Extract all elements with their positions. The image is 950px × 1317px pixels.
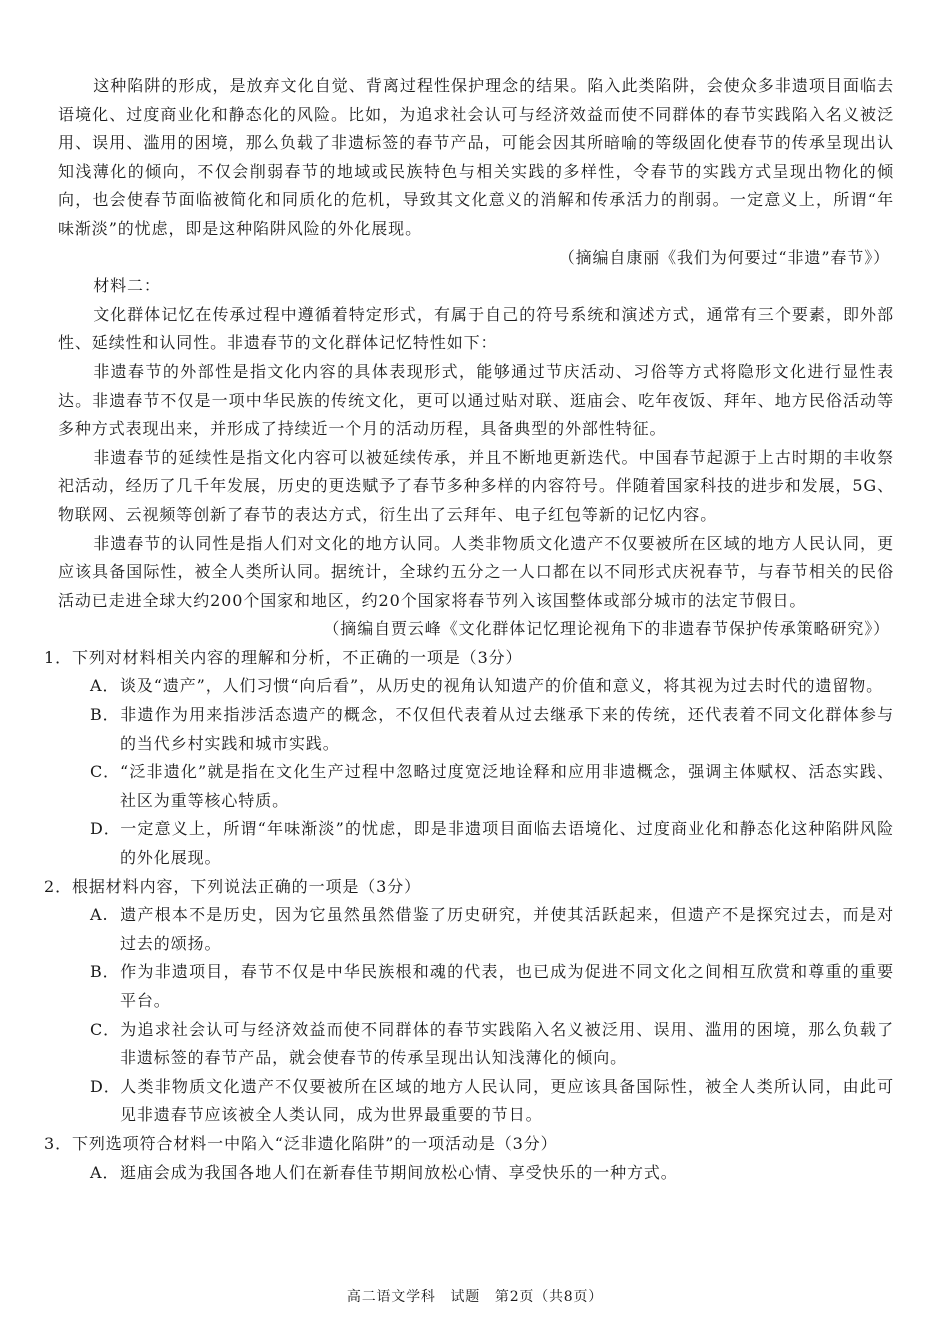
material2-source: （摘编自贾云峰《文化群体记忆理论视角下的非遗春节保护传承策略研究》）: [323, 619, 890, 639]
option-letter: B．: [90, 705, 120, 725]
option-letter: A．: [90, 676, 120, 696]
question-1-option-c: [56, 758, 894, 815]
option-text: “泛非遗化”就是指在文化生产过程中忽略过度宽泛地诠释和应用非遗概念，强调主体赋权、活态实践、社区为重等核心特质。: [120, 762, 894, 810]
option-text: 作为非遗项目，春节不仅是中华民族根和魂的代表，也已成为促进不同文化之间相互欣赏和尊重的重要平台。: [120, 962, 894, 1010]
question-1-option-a: [56, 672, 894, 701]
question-1-option-b: [56, 701, 894, 758]
option-text: 一定意义上，所谓“年味渐淡”的忧虑，即是非遗项目面临去语境化、过度商业化和静态化这种陷阱风险的外化展现。: [120, 819, 894, 868]
option-letter: D．: [90, 819, 121, 839]
question-1-stem: 1．下列对材料相关内容的理解和分析，不正确的一项是（3分）: [44, 647, 523, 667]
option-text: 人类非物质文化遗产不仅要被所在区域的地方人民认同，更应该具备国际性，被全人类所认同，由此可见非遗春节应该被全人类认同，成为世界最重要的节日。: [120, 1076, 894, 1125]
question-2-option-a: [56, 901, 894, 958]
question-1-option-d: [56, 815, 894, 872]
option-text: 逛庙会成为我国各地人们在新春佳节期间放松心情、享受快乐的一种方式。: [120, 1162, 678, 1182]
question-3: [44, 1130, 894, 1187]
option-text: 非遗作为用来指涉活态遗产的概念，不仅但代表着从过去继承下来的传统，还代表着不同文化群体参与的当代乡村实践和城市实践。: [120, 705, 894, 753]
option-text: 遗产根本不是历史，因为它虽然虽然借鉴了历史研究，并使其活跃起来，但遗产不是探究过去，而是对过去的颂扬。: [120, 905, 894, 953]
page-footer: 高二语文学科 试题 第2页（共8页）: [346, 1289, 604, 1305]
material1-tail-paragraph: 这种陷阱的形成，是放弃文化自觉、背离过程性保护理念的结果。陷入此类陷阱，会使众多非遗项目面临去语境化、过度商业化和静态化的风险。比如，为追求社会认可与经济效益而使不同群体的春节实践陷入名义被泛用、误用、滥用的困境，那么负载了非遗标签的春节产品，可能会因其所暗喻的等级固化使春节的传承呈现出认知浅薄化的倾向，不仅会削弱春节的地域或民族特色与相关实践的多样性，令春节的实践方式呈现出物化的倾向，也会使春节面临被简化和同质化的危机，导致其文化意义的消解和传承活力的削弱。一定意义上，所谓“年味渐淡”的忧虑，即是这种陷阱风险的外化展现。: [58, 76, 894, 238]
material2-paragraph-3: 非遗春节的延续性是指文化内容可以被延续传承，并且不断地更新迭代。中国春节起源于上古时期的丰收祭祀活动，经历了几千年发展，历史的更迭赋予了春节多种多样的内容符号。伴随着国家科技的进步和发展，5G、物联网、云视频等创新了春节的表达方式，衍生出了云拜年、电子红包等新的记忆内容。: [58, 447, 894, 524]
question-2-option-d: [56, 1073, 894, 1130]
question-2: [44, 873, 894, 1130]
exam-page-content: [44, 72, 894, 1187]
material2-paragraph-4: 非遗春节的认同性是指人们对文化的地方认同。人类非物质文化遗产不仅要被所在区域的地方人民认同，更应该具备国际性，被全人类所认同。据统计，全球约五分之一人口都在以不同形式庆祝春节，与春节相关的民俗活动已走进全球大约200个国家和地区，约20个国家将春节列入该国整体或部分城市的法定节假日。: [58, 533, 894, 610]
question-2-option-b: [56, 958, 894, 1015]
material1-source: （摘编自康丽《我们为何要过“非遗”春节》）: [558, 247, 890, 267]
material2-paragraph-2: 非遗春节的外部性是指文化内容的具体表现形式，能够通过节庆活动、习俗等方式将隐形文化进行显性表达。非遗春节不仅是一项中华民族的传统文化，更可以通过贴对联、逛庙会、吃年夜饭、拜年、地方民俗活动等多种方式表现出来，并形成了持续近一个月的活动历程，具备典型的外部性特征。: [58, 361, 894, 439]
option-text: 为追求社会认可与经济效益而使不同群体的春节实践陷入名义被泛用、误用、滥用的困境，那么负载了非遗标签的春节产品，就会使春节的传承呈现出认知浅薄化的倾向。: [120, 1019, 894, 1068]
option-text: 谈及“遗产”，人们习惯“向后看”，从历史的视角认知遗产的价值和意义，将其视为过去时代的遗留物。: [120, 676, 884, 696]
option-letter: A.: [90, 905, 109, 925]
material2-paragraph-1: 文化群体记忆在传承过程中遵循着特定形式，有属于自己的符号系统和演述方式，通常有三个要素，即外部性、延续性和认同性。非遗春节的文化群体记忆特性如下：: [58, 304, 894, 353]
material2-label: 材料二：: [93, 276, 161, 296]
question-1: [44, 644, 894, 873]
option-letter: B．: [90, 962, 120, 982]
question-3-option-a: [56, 1159, 894, 1188]
question-2-option-c: [56, 1016, 894, 1073]
option-letter: C．: [90, 1019, 121, 1039]
option-letter: D．: [90, 1076, 121, 1096]
question-3-stem: 3．下列选项符合材料一中陷入“泛非遗化陷阱”的一项活动是（3分）: [44, 1133, 558, 1153]
option-letter: C．: [90, 762, 121, 782]
option-letter: A．: [90, 1162, 120, 1182]
question-2-stem: 2．根据材料内容，下列说法正确的一项是（3分）: [44, 876, 422, 896]
